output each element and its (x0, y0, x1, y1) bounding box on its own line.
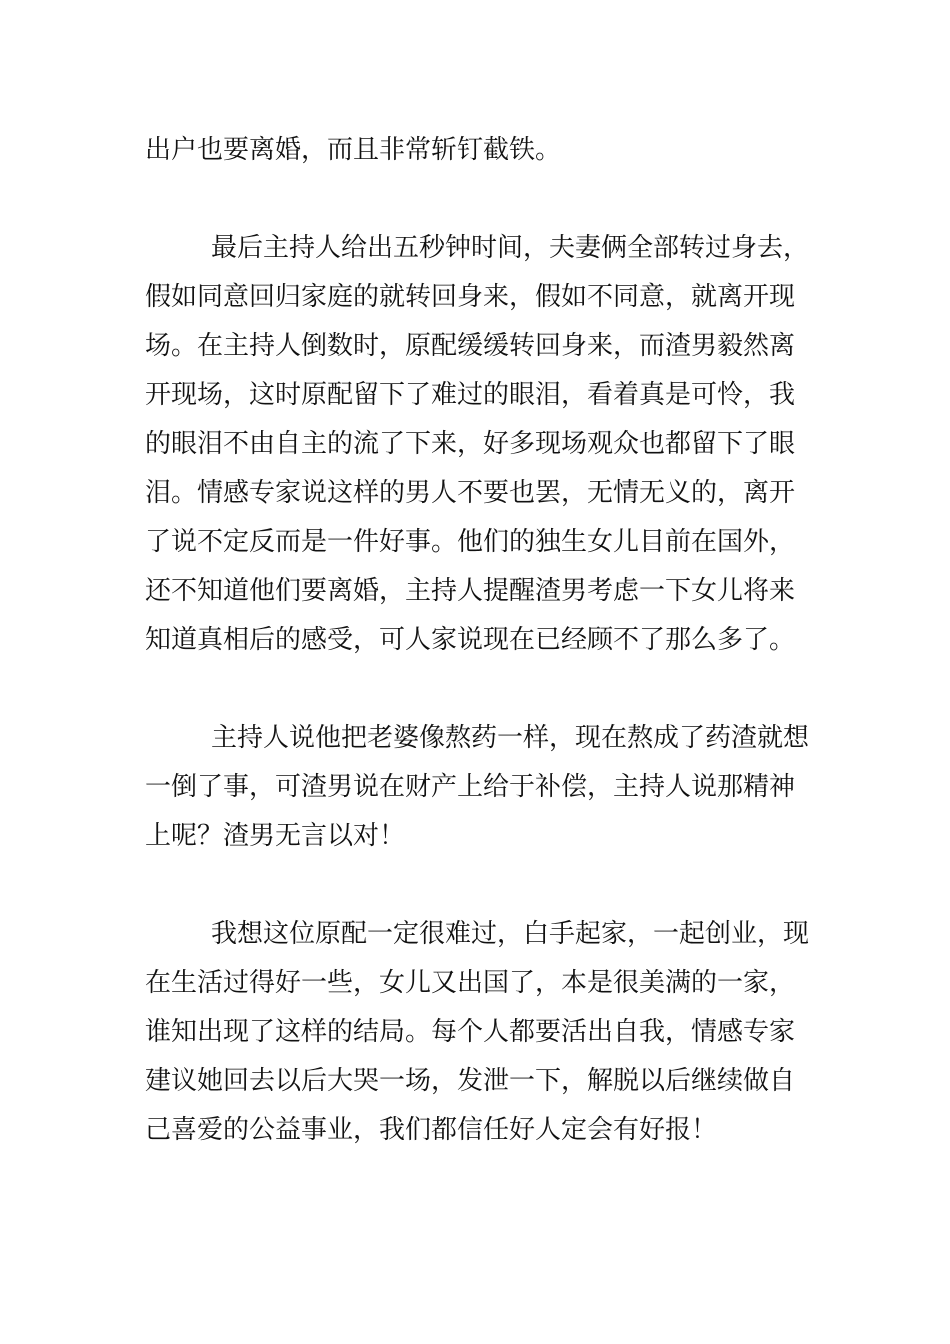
paragraph-4 (145, 910, 810, 1155)
paragraph-line: 的眼泪不由自主的流了下来，好多现场观众也都留下了眼 (145, 429, 796, 459)
paragraph-line: 假如同意回归家庭的就转回身来，假如不同意，就离开现 (145, 282, 796, 312)
document-body (145, 126, 810, 1155)
paragraph-line: 一倒了事，可渣男说在财产上给于补偿，主持人说那精神 (145, 772, 796, 802)
paragraph-line: 我想这位原配一定很难过，白手起家，一起创业，现 (211, 919, 810, 949)
paragraph-2 (145, 224, 810, 665)
paragraph-1 (145, 126, 807, 175)
paragraph-line: 主持人说他把老婆像熬药一样，现在熬成了药渣就想 (211, 723, 810, 753)
paragraph-line: 出户也要离婚，而且非常斩钉截铁。 (145, 135, 562, 165)
paragraph-line: 上呢？渣男无言以对！ (145, 821, 406, 851)
paragraph-line: 泪。情感专家说这样的男人不要也罢，无情无义的，离开 (145, 478, 796, 508)
paragraph-line: 建议她回去以后大哭一场，发泄一下，解脱以后继续做自 (145, 1066, 796, 1096)
paragraph-line: 开现场，这时原配留下了难过的眼泪，看着真是可怜，我 (145, 380, 796, 410)
paragraph-line: 知道真相后的感受，可人家说现在已经顾不了那么多了。 (145, 625, 796, 655)
paragraph-line: 场。在主持人倒数时，原配缓缓转回身来，而渣男毅然离 (145, 331, 796, 361)
paragraph-line: 了说不定反而是一件好事。他们的独生女儿目前在国外， (145, 527, 796, 557)
paragraph-line: 己喜爱的公益事业，我们都信任好人定会有好报！ (145, 1115, 718, 1145)
paragraph-line: 还不知道他们要离婚，主持人提醒渣男考虑一下女儿将来 (145, 576, 796, 606)
paragraph-line: 谁知出现了这样的结局。每个人都要活出自我，情感专家 (145, 1017, 796, 1047)
paragraph-3 (145, 714, 810, 861)
paragraph-line: 最后主持人给出五秒钟时间，夫妻俩全部转过身去， (211, 233, 810, 263)
paragraph-line: 在生活过得好一些，女儿又出国了，本是很美满的一家， (145, 968, 796, 998)
